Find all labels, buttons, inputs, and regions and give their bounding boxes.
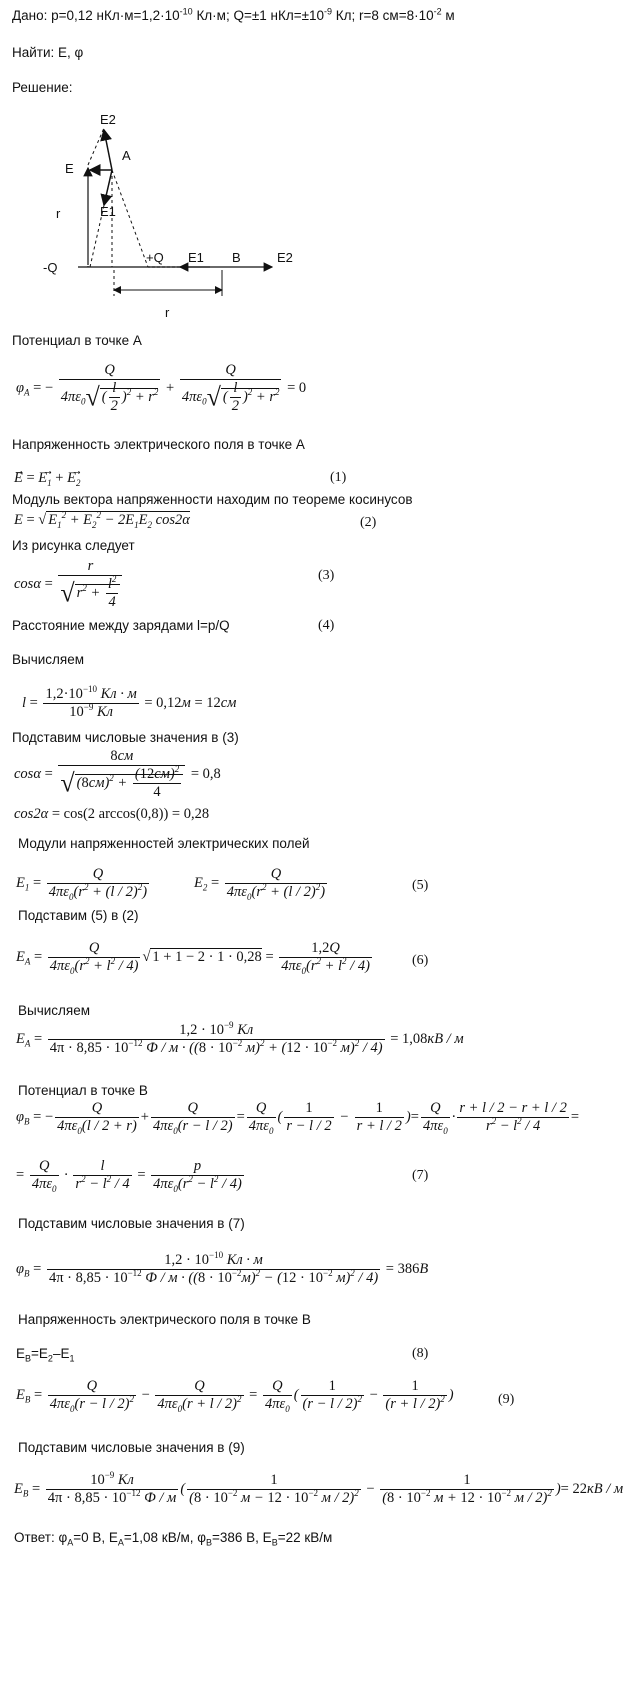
heading-from-figure: Из рисунка следует bbox=[12, 538, 135, 553]
vector-E2 bbox=[104, 130, 112, 170]
formula-EB-diff: $E_B=E_2-E_1$ bbox=[16, 1346, 75, 1364]
label-E1-axis: E1 bbox=[188, 250, 204, 265]
label-A: A bbox=[122, 148, 131, 163]
eq-number-5: (5) bbox=[412, 878, 429, 893]
heading-potential-B: Потенциал в точке В bbox=[18, 1083, 148, 1098]
heading-subst-5-into-2: Подставим (5) в (2) bbox=[18, 908, 139, 923]
formula-E2: $E_2$ = $\frac{Q}{4\pi\varepsilon_0(r^2 + (l / 2)^2)}$ bbox=[194, 866, 326, 902]
label-r-bottom: r bbox=[165, 305, 170, 320]
formula-EB-value: $E_B$ = $\frac{10^{-9} Кл}{4\pi \cdot 8,85 \cdot 10^{-12} Ф / м}$ ( $\frac{1}{(8 \cdot 10^{-2} м - 12 \cdot 10^{-2} м / 2)^2}$ − $\frac{1}{(8 \cdot 10^{-2} м + 12 \cdot 10^{-2} м / 2)^2}$ )= 22кВ / м bbox=[14, 1470, 624, 1506]
formula-EA-value: $E_A$ = $1,2 \cdot 10^{-9}$ Кл $4\pi \cdot 8,85 \cdot 10^{-12}$ $Ф / м \cdot ((8 \cdot 10^{-2}$ $м)^2 + (12 \cdot 10^{-2}$ м)$^2$ / 4) = 1,08кВ / м bbox=[16, 1020, 464, 1056]
label-B: B bbox=[232, 250, 241, 265]
dashed-side-right bbox=[112, 170, 148, 267]
formula-vector-sum: E⃗ = $E_1⃗ + E_2$ bbox=[14, 470, 81, 488]
eq-number-3: (3) bbox=[318, 568, 335, 583]
heading-compute-1: Вычисляем bbox=[12, 652, 85, 667]
solution-label: Решение: bbox=[12, 80, 73, 95]
find-line: Найти: E, φ bbox=[12, 45, 84, 60]
eq-number-6: (6) bbox=[412, 953, 429, 968]
formula-phi-A: $\varphi_A$ = − Q $4\pi\varepsilon_0√$ ( $\frac{l}{2}$ )$^2 + r^2$ + Q $4\pi\varepsilon_0√$ ( $\frac{l}{2}$ )$^2 + r^2$ = 0 bbox=[16, 362, 307, 414]
heading-field-B: Напряженность электрического поля в точке В bbox=[18, 1312, 311, 1327]
formula-phi-B: $\varphi_B$ = − $\frac{Q}{4\pi\varepsilon_0(l / 2 + r)}$ + $\frac{Q}{4\pi\varepsilon_0(r - l / 2)}$ = $\frac{Q}{4\pi\varepsilon_0}$ ( $\frac{1}{r - l / 2}$ − $\frac{1}{r + l / 2}$ )= $\frac{Q}{4\pi\varepsilon_0}$ · $\frac{r + l / 2 - r + l / 2}{r^2 - l^2 / 4}$ = bbox=[16, 1100, 580, 1136]
formula-cos-value: cosα = 8см √ $(8см)^2$ + $\frac{(12см)^2}{4}$ = 0,8 bbox=[14, 748, 221, 800]
vector-diagram bbox=[30, 110, 310, 325]
heading-cosine-theorem: Модуль вектора напряженности находим по теореме косинусов bbox=[12, 492, 413, 507]
formula-E-cosine: E = √ $E_1^2 + E_2^2 - 2E_1E_2$ cos2α bbox=[14, 510, 190, 530]
eq-number-9: (9) bbox=[498, 1392, 515, 1407]
heading-distance: Расстояние между зарядами l=p/Q bbox=[12, 618, 230, 633]
vector-E1 bbox=[104, 170, 112, 205]
label-E2-top: E2 bbox=[100, 112, 116, 127]
formula-EA: $E_A$ = $\frac{Q}{4\pi\varepsilon_0(r^2 + l^2 / 4)}$ √ 1 + 1 − 2 · 1 · 0,28 = $\frac{1,2Q}{4\pi\varepsilon_0(r^2 + l^2 / 4)}$ bbox=[16, 940, 370, 976]
eq-number-8: (8) bbox=[412, 1346, 429, 1361]
heading-subst-9: Подставим числовые значения в (9) bbox=[18, 1440, 245, 1455]
given-line: Дано: p=0,12 $нКл\cdot м=1,2\cdot 10^{-10}$ Кл·м; Q=±1 $нКл=\pm 10^{-9}$ Кл; r=8 $см=8\cdot 10^{-2}$ м bbox=[12, 6, 455, 23]
formula-E1: $E_1$ = $\frac{Q}{4\pi\varepsilon_0(r^2 + (l / 2)^2)}$ bbox=[16, 866, 148, 902]
formula-phi-B-result: = $\frac{Q}{4\pi\varepsilon_0}$ · $\frac{l}{r^2 - l^2 / 4}$ = $\frac{p}{4\pi\varepsilon_0(r^2 - l^2 / 4)}$ bbox=[16, 1158, 242, 1194]
label-minus-Q: -Q bbox=[43, 260, 58, 275]
heading-compute-2: Вычисляем bbox=[18, 1003, 91, 1018]
answer-line: Ответ: $\varphi_A=0$ В, $E_A=1,08$ кВ/м, $\varphi_B=386$ В, $E_B=22$ кВ/м bbox=[14, 1530, 333, 1548]
heading-potential-A: Потенциал в точке А bbox=[12, 333, 142, 348]
eq-number-4: (4) bbox=[318, 618, 335, 633]
label-E2-axis: E2 bbox=[277, 250, 293, 265]
formula-cos-alpha: cosα = r √ $r^2$ + $\frac{l^2}{4}$ bbox=[14, 558, 124, 611]
heading-field-moduli: Модули напряженностей электрических полей bbox=[18, 836, 310, 851]
formula-EB: $E_B$ = $\frac{Q}{4\pi\varepsilon_0(r - l / 2)^2}$ − $\frac{Q}{4\pi\varepsilon_0(r + l / 2)^2}$ = $\frac{Q}{4\pi\varepsilon_0}$ ( $\frac{1}{(r - l / 2)^2}$ − $\frac{1}{(r + l / 2)^2}$ ) bbox=[16, 1378, 454, 1414]
label-E1-mid: E1 bbox=[100, 204, 116, 219]
heading-field-A: Напряженность электрического поля в точке А bbox=[12, 437, 305, 452]
formula-cos2alpha: cos2α = cos(2 arccos(0,8)) = 0,28 bbox=[14, 806, 210, 822]
formula-phi-B-value: $\varphi_B$ = $1,2 \cdot 10^{-10}$ Кл · м $4\pi \cdot 8,85 \cdot 10^{-12}$ $Ф / м \cdot ((8 \cdot 10^{-2}м)^2 - (12 \cdot 10^{-2}$ м)$^2$ / 4) = 386В bbox=[16, 1250, 429, 1286]
heading-subst-7: Подставим числовые значения в (7) bbox=[18, 1216, 245, 1231]
label-plus-Q: +Q bbox=[146, 250, 164, 265]
label-r-left: r bbox=[56, 206, 61, 221]
eq-number-7: (7) bbox=[412, 1168, 429, 1183]
eq-number-1: (1) bbox=[330, 470, 347, 485]
heading-subst-3: Подставим числовые значения в (3) bbox=[12, 730, 239, 745]
dashed-E2-left bbox=[88, 128, 104, 165]
formula-l-value: l = $\frac{1,2\cdot 10^{-10} Кл \cdot м}{10^{-9} Кл}$ = 0,12м = 12см bbox=[22, 684, 237, 720]
eq-number-2: (2) bbox=[360, 515, 377, 530]
label-E: E bbox=[65, 161, 74, 176]
